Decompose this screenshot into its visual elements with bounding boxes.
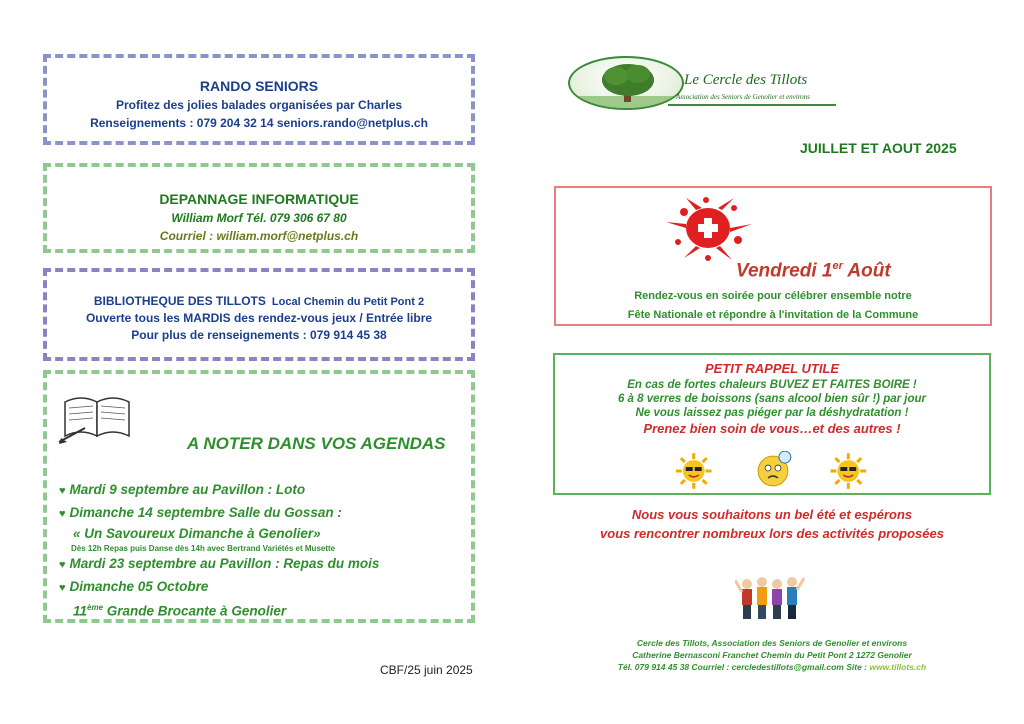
sun-emojis (555, 451, 989, 491)
rappel-line-1: En cas de fortes chaleurs BUVEZ ET FAITES BOIRE ! (627, 379, 917, 391)
footer (553, 637, 991, 673)
wishes-text (553, 505, 991, 543)
logo-name: Le Cercle des Tillots (684, 72, 808, 88)
agenda-heading: A NOTER DANS VOS AGENDAS (187, 434, 446, 453)
heart-bullet-icon: ♥ (59, 485, 66, 497)
rappel-line-4: Prenez bien soin de vous…et des autres ! (643, 421, 901, 436)
depannage-box (43, 163, 475, 253)
rappel-box (553, 353, 991, 495)
agenda-box (43, 370, 475, 623)
cercle-logo (568, 56, 836, 110)
tree-oval (568, 56, 684, 110)
ordinal-number: 11 (73, 603, 88, 619)
bibliotheque-title: BIBLIOTHEQUE DES TILLOTS (93, 294, 266, 308)
swiss-flag-splash-icon (656, 194, 756, 266)
rando-title: RANDO SENIORS (199, 78, 319, 94)
brocante-text: Grande Brocante à Genolier (103, 603, 287, 619)
depannage-title: DEPANNAGE INFORMATIQUE (159, 191, 359, 207)
footer-website-link[interactable]: www.tillots.ch (869, 662, 927, 672)
agenda-item-subtitle (73, 598, 469, 621)
bibliotheque-box (43, 268, 475, 361)
heart-bullet-icon: ♥ (59, 559, 66, 571)
rando-description: Profitez des jolies balades organisées par Charles (115, 98, 403, 112)
agenda-list (59, 480, 469, 621)
sun-sunglasses-icon (676, 453, 712, 489)
bibliotheque-location: Local Chemin du Petit Pont 2 (271, 296, 425, 308)
rando-seniors-box (43, 54, 475, 145)
footer-association: Cercle des Tillots, Association des Seniors de Genolier et environs (636, 638, 908, 648)
fete-title (736, 260, 891, 282)
fete-title-sup: er (832, 260, 843, 272)
bibliotheque-info: Pour plus de renseignements : 079 914 45 38 (131, 328, 387, 342)
fete-title-main: Vendredi 1 (736, 260, 833, 282)
rappel-title: PETIT RAPPEL UTILE (704, 361, 840, 376)
fete-title-end: Août (842, 260, 891, 282)
hot-face-icon (758, 451, 791, 486)
open-book-icon (57, 384, 137, 444)
logo-subtitle: Association des Seniors de Genolier et environs (676, 93, 810, 101)
agenda-item (59, 554, 469, 575)
agenda-item-subtitle: « Un Savoureux Dimanche à Genolier» (73, 526, 321, 541)
fete-nationale-box (554, 186, 992, 326)
document-date: CBF/25 juin 2025 (380, 663, 473, 677)
rando-contact: Renseignements : 079 204 32 14 seniors.rando@netplus.ch (90, 116, 428, 130)
agenda-item (59, 577, 469, 598)
depannage-email: Courriel : william.morf@netplus.ch (159, 229, 359, 243)
heart-bullet-icon: ♥ (59, 508, 66, 520)
period-title: JUILLET ET AOUT 2025 (800, 140, 957, 156)
wishes-line-2: vous rencontrer nombreux lors des activités proposées (600, 526, 944, 541)
agenda-item (59, 503, 469, 524)
logo-underline (668, 104, 836, 106)
agenda-item (59, 480, 469, 501)
tree-icon (570, 58, 684, 110)
footer-address: Catherine Bernasconi Franchet Chemin du Petit Pont 2 1272 Genolier (632, 650, 912, 660)
agenda-item-details: Dès 12h Repas puis Danse dès 14h avec Bertrand Variétés et Musette (71, 544, 336, 553)
agenda-item-text: Mardi 9 septembre au Pavillon : Loto (69, 482, 306, 497)
footer-contact (553, 661, 991, 673)
ordinal-suffix: ème (87, 603, 104, 612)
footer-contact-text: Tél. 079 914 45 38 Courriel : cercledestillots@gmail.com Site : (617, 662, 870, 672)
happy-seniors-group-icon (735, 572, 805, 622)
bibliotheque-title-line (47, 294, 471, 308)
rappel-line-2: 6 à 8 verres de boissons (sans alcool bien sûr !) par jour (617, 393, 927, 405)
agenda-item-text: Dimanche 14 septembre Salle du Gossan : (69, 505, 342, 520)
heart-bullet-icon: ♥ (59, 582, 66, 594)
agenda-item-text: Dimanche 05 Octobre (69, 579, 209, 594)
agenda-item-text: Mardi 23 septembre au Pavillon : Repas du mois (69, 556, 380, 571)
depannage-phone: William Morf Tél. 079 306 67 80 (171, 211, 347, 225)
bibliotheque-hours: Ouverte tous les MARDIS des rendez-vous jeux / Entrée libre (85, 311, 433, 325)
fete-line-2: Fête Nationale et répondre à l'invitation de la Commune (627, 309, 919, 321)
fete-line-1: Rendez-vous en soirée pour célébrer ensemble notre (634, 290, 912, 302)
rappel-line-3: Ne vous laissez pas piéger par la déshydratation ! (635, 407, 909, 419)
sun-sunglasses-icon (830, 453, 866, 489)
wishes-line-1: Nous vous souhaitons un bel été et espérons (631, 507, 913, 522)
